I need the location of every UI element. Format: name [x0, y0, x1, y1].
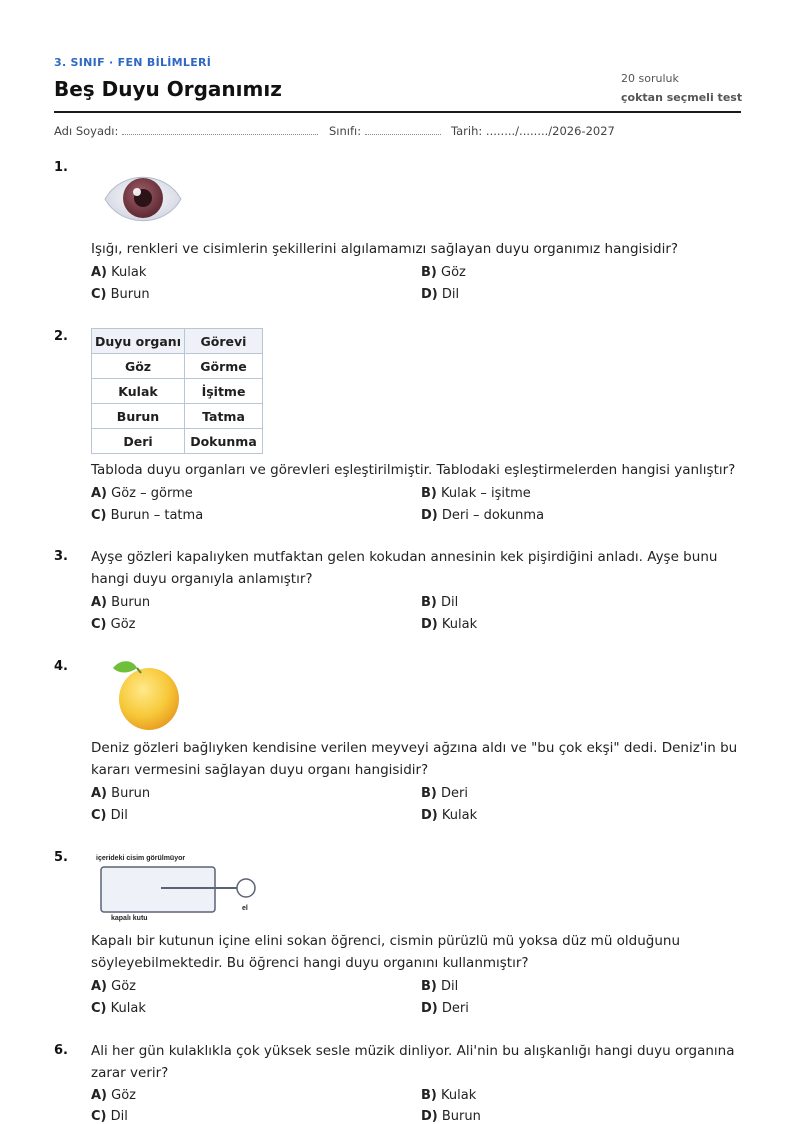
table-cell: Dokunma [185, 429, 263, 454]
option-text: Dil [441, 979, 459, 994]
option-letter: D) [421, 508, 438, 523]
name-blank [122, 124, 318, 135]
question-number: 1. [54, 160, 68, 175]
option-text: Burun [110, 287, 150, 302]
option-letter: D) [421, 1109, 438, 1124]
option-letter: A) [91, 979, 108, 994]
option-text: Göz – görme [111, 486, 193, 501]
option-letter: D) [421, 617, 438, 632]
question-text: Kapalı bir kutunun içine elini sokan öğrenci, cismin pürüzlü mü yoksa düz mü olduğunu söyleyebilmektedir. Bu öğrenci hangi duyu organını kullanmıştır? [91, 933, 681, 971]
option-text: Kulak – işitme [441, 486, 531, 501]
option-text: Dil [441, 287, 460, 302]
option-d[interactable] [421, 1109, 481, 1124]
option-a[interactable] [91, 486, 193, 501]
option-text: Göz [110, 617, 136, 632]
table-header-row [92, 329, 263, 354]
option-c[interactable] [91, 508, 203, 523]
option-letter: C) [91, 617, 107, 632]
option-text: Kulak [441, 808, 478, 823]
date-label: Tarih: [451, 124, 483, 138]
page-title: Beş Duyu Organımız [54, 77, 282, 101]
option-a[interactable] [91, 786, 150, 801]
class-label: Sınıfı: [329, 124, 362, 138]
table-cell: Görme [185, 354, 263, 379]
option-c[interactable] [91, 1001, 146, 1016]
option-text: Kulak [441, 617, 478, 632]
option-letter: C) [91, 508, 107, 523]
class-blank [365, 124, 441, 135]
option-text: Dil [110, 1109, 128, 1124]
option-a[interactable] [91, 979, 136, 994]
option-c[interactable] [91, 287, 150, 302]
table-cell: Kulak [92, 379, 185, 404]
eye-icon [103, 168, 183, 230]
question-text: Ayşe gözleri kapalıyken mutfaktan gelen kokudan annesinin kek pişirdiğini anladı. Ayşe bunu hangi duyu organıyla anlamıştır? [91, 549, 718, 587]
question-number: 2. [54, 329, 68, 344]
option-letter: D) [421, 808, 438, 823]
option-a[interactable] [91, 595, 150, 610]
table-row [92, 429, 263, 454]
option-letter: C) [91, 1109, 107, 1124]
option-letter: A) [91, 786, 108, 801]
header-divider [54, 111, 741, 113]
option-text: Göz [111, 1088, 137, 1103]
question-count: 20 soruluk [621, 72, 679, 85]
question-number: 5. [54, 850, 68, 865]
option-b[interactable] [421, 1088, 476, 1103]
option-letter: D) [421, 1001, 438, 1016]
option-letter: A) [91, 486, 108, 501]
option-text: Kulak [441, 1088, 477, 1103]
question-text: Işığı, renkleri ve cisimlerin şekillerini algılamamızı sağlayan duyu organımız hangisidir? [91, 241, 679, 257]
option-b[interactable] [421, 486, 531, 501]
question-number: 4. [54, 659, 68, 674]
table-header: Duyu organı [92, 329, 185, 354]
option-d[interactable] [421, 508, 544, 523]
table-cell: Deri [92, 429, 185, 454]
lemon-icon [103, 658, 185, 732]
date-value: ......../......../2026-2027 [485, 124, 615, 138]
option-b[interactable] [421, 786, 468, 801]
option-letter: B) [421, 1088, 437, 1103]
option-text: Kulak [110, 1001, 146, 1016]
option-text: Burun – tatma [110, 508, 204, 523]
option-d[interactable] [421, 808, 477, 823]
option-text: Deri [441, 786, 468, 801]
name-label: Adı Soyadı: [54, 124, 119, 138]
class-field[interactable] [329, 124, 441, 138]
table-cell: Tatma [185, 404, 263, 429]
test-type: çoktan seçmeli test [621, 91, 743, 104]
option-c[interactable] [91, 1109, 128, 1124]
option-a[interactable] [91, 1088, 136, 1103]
question-number: 3. [54, 549, 68, 564]
option-text: Burun [441, 1109, 481, 1124]
table-row [92, 404, 263, 429]
table-cell: Burun [92, 404, 185, 429]
closed-box-figure [91, 848, 266, 926]
option-text: Deri [441, 1001, 469, 1016]
option-letter: B) [421, 265, 437, 280]
option-text: Kulak [111, 265, 147, 280]
option-text: Dil [110, 808, 128, 823]
hand-label: el [242, 905, 248, 912]
option-c[interactable] [91, 617, 135, 632]
option-text: Göz [111, 979, 137, 994]
option-letter: A) [91, 265, 108, 280]
date-field[interactable] [451, 124, 615, 138]
name-field[interactable] [54, 124, 318, 138]
option-d[interactable] [421, 287, 459, 302]
question-number: 6. [54, 1043, 68, 1058]
table-row [92, 354, 263, 379]
grade-subject-label: 3. SINIF · FEN BİLİMLERİ [54, 56, 212, 69]
table-cell: Göz [92, 354, 185, 379]
option-text: Burun [111, 786, 151, 801]
option-letter: C) [91, 1001, 107, 1016]
figure-top-label: içerideki cisim görülmüyor [96, 855, 186, 862]
hand-circle [237, 879, 255, 897]
option-letter: D) [421, 287, 438, 302]
option-a[interactable] [91, 265, 146, 280]
table-header: Görevi [185, 329, 263, 354]
organ-function-table [91, 328, 263, 454]
option-b[interactable] [421, 595, 458, 610]
option-letter: B) [421, 486, 437, 501]
option-letter: C) [91, 808, 107, 823]
option-d[interactable] [421, 617, 477, 632]
option-text: Burun [111, 595, 151, 610]
option-text: Dil [441, 595, 459, 610]
question-text: Deniz gözleri bağlıyken kendisine verilen meyveyi ağzına aldı ve "bu çok ekşi" dedi. Deniz'in bu kararı vermesini sağlayan duyu organı hangisidir? [91, 740, 738, 778]
box-label: kapalı kutu [111, 915, 148, 922]
option-letter: A) [91, 595, 108, 610]
closed-box [101, 867, 215, 912]
option-letter: B) [421, 979, 437, 994]
option-text: Deri – dokunma [441, 508, 545, 523]
option-letter: A) [91, 1088, 108, 1103]
option-letter: B) [421, 595, 437, 610]
option-b[interactable] [421, 265, 466, 280]
table-cell: İşitme [185, 379, 263, 404]
option-letter: C) [91, 287, 107, 302]
option-d[interactable] [421, 1001, 469, 1016]
option-b[interactable] [421, 979, 458, 994]
option-letter: B) [421, 786, 437, 801]
question-text: Ali her gün kulaklıkla çok yüksek sesle müzik dinliyor. Ali'nin bu alışkanlığı hangi duyu organına zarar verir? [91, 1043, 735, 1081]
option-text: Göz [441, 265, 466, 280]
option-c[interactable] [91, 808, 128, 823]
question-text: Tabloda duyu organları ve görevleri eşleştirilmiştir. Tablodaki eşleştirmelerden hangisi yanlıştır? [91, 462, 736, 478]
table-row [92, 379, 263, 404]
